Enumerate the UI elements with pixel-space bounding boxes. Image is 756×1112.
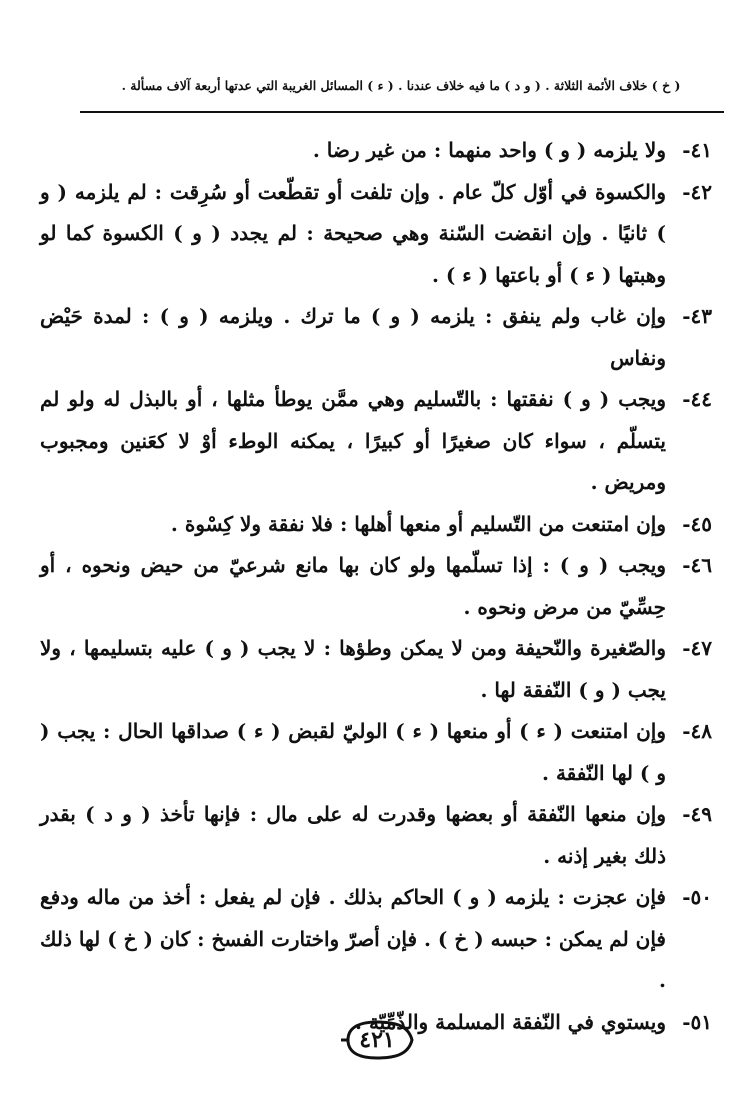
list-item [40, 504, 712, 546]
item-text: وإن امتنعت من التّسليم أو منعها أهلها : فلا نفقة ولا كِسْوة . [170, 511, 666, 536]
list-item [40, 296, 712, 379]
list-item [40, 794, 712, 877]
list-item [40, 628, 712, 711]
item-number: ٤٤- [682, 387, 712, 411]
item-text: وإن منعها النّفقة أو بعضها وقدرت له على مال : فإنها تأخذ ( و د ) بقدر ذلك بغير إذنه . [40, 802, 666, 868]
item-number: ٤٨- [682, 719, 712, 743]
item-text: والصّغيرة والنّحيفة ومن لا يمكن وطؤها : لا يجب ( و ) عليه بتسليمها ، ولا يجب ( و ) النّفقة لها . [40, 636, 666, 702]
item-text: ويجب ( و ) : إذا تسلّمها ولو كان بها مانع شرعيّ من حيض ونحوه ، أو حِسِّيّ من مرض ونحوه . [40, 553, 666, 619]
list-item [40, 130, 712, 172]
item-number: ٤٧- [682, 636, 712, 660]
item-text: ولا يلزمه ( و ) واحد منهما : من غير رضا . [312, 138, 666, 162]
item-text: ويستوي في النّفقة المسلمة والذّمِّيّة . [355, 1009, 666, 1034]
list-item [40, 545, 712, 628]
item-number: ٤٥- [682, 511, 712, 536]
item-number: ٥٠- [682, 885, 712, 909]
item-number: ٥١- [682, 1009, 712, 1034]
item-text: فإن عجزت : يلزمه ( و ) الحاكم بذلك . فإن لم يفعل : أخذ من ماله ودفع فإن لم يمكن : حبسه ( خ ) . فإن أصرّ واختارت الفسخ : كان ( خ ) لها ذلك . [40, 885, 666, 992]
page-number-badge [338, 1018, 416, 1062]
header-divider [80, 111, 724, 113]
list-item [40, 711, 712, 794]
running-header: ( خ ) خلاف الأئمة الثلاثة . ( و د ) ما فيه خلاف عندنا . ( ء ) المسائل الغريبة التي عدتها أربعة آلاف مسألة . [121, 78, 681, 93]
list-item [40, 877, 712, 1002]
item-number: ٤٢- [682, 179, 712, 204]
item-number: ٤١- [682, 138, 712, 162]
item-text: وإن غاب ولم ينفق : يلزمه ( و ) ما ترك . ويلزمه ( و ) : لمدة حَيْض ونفاس [40, 304, 666, 370]
item-text: ويجب ( و ) نفقتها : بالتّسليم وهي ممَّن يوطأ مثلها ، أو بالبذل له ولو لم يتسلّم ، سواء كان صغيرًا أو كبيرًا ، يمكنه الوطء أوْ لا كعَنين ومجبوب ومريض . [40, 387, 666, 494]
item-text: وإن امتنعت ( ء ) أو منعها ( ء ) الوليّ لقبض ( ء ) صداقها الحال : يجب ( و ) لها النّفقة . [40, 719, 666, 785]
item-number: ٤٩- [682, 802, 712, 826]
list-item [40, 379, 712, 504]
body-text [40, 130, 712, 1043]
list-item [40, 172, 712, 297]
item-number: ٤٦- [682, 553, 712, 577]
item-text: والكسوة في أوّل كلّ عام . وإن تلفت أو تقطّعت أو سُرِقت : لم يلزمه ( و ) ثانيًا . وإن انقضت السّنة وهي صحيحة : لم يجدد ( و ) الكسوة كما لو وهبتها ( ء ) أو باعتها ( ء ) . [40, 179, 666, 287]
item-number: ٤٣- [682, 304, 712, 328]
page-number: ٤٢١ [359, 1027, 395, 1053]
